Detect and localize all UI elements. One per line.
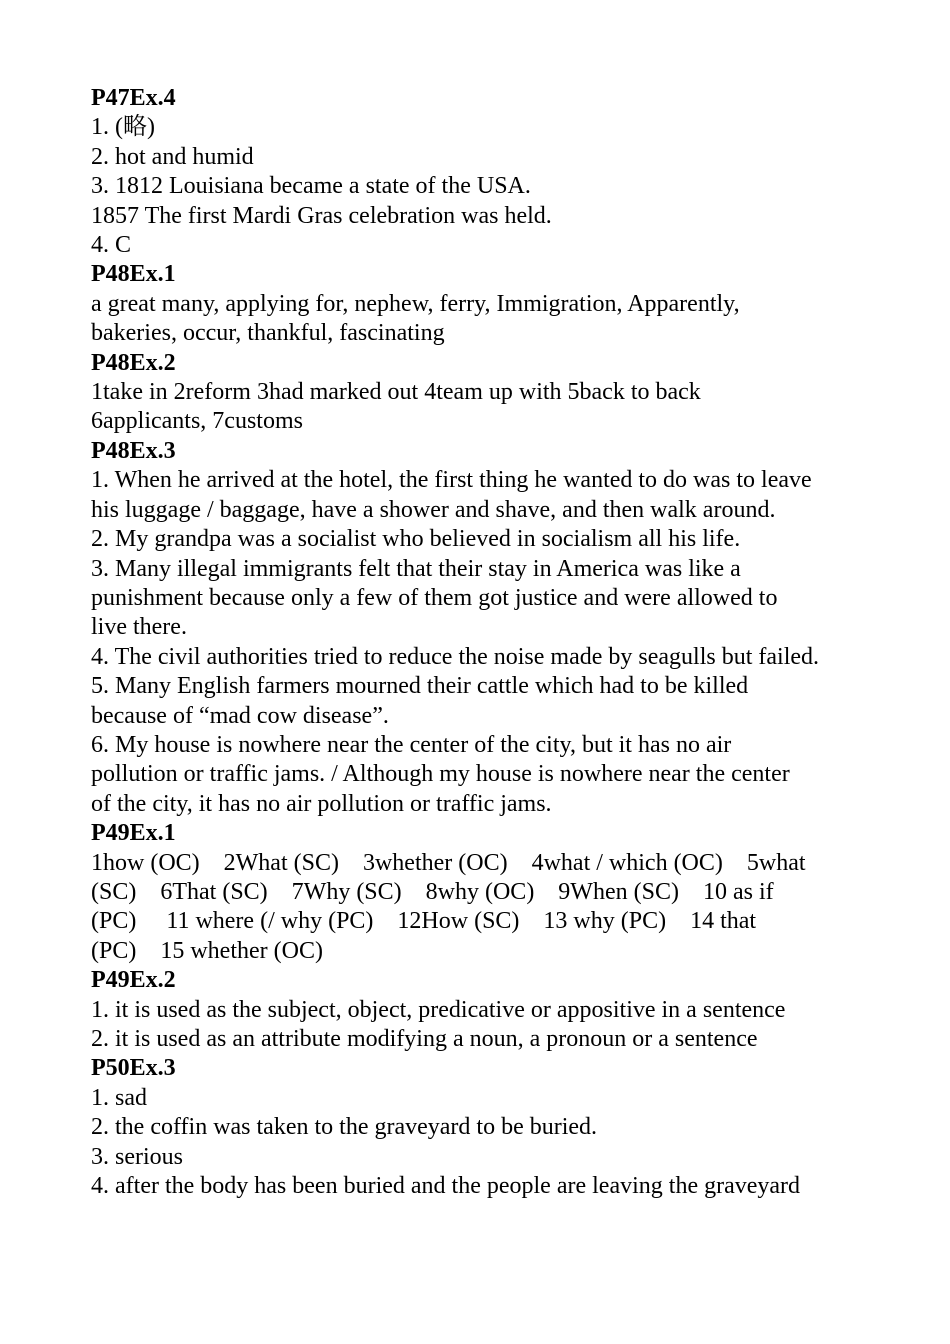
document-page	[91, 84, 891, 1201]
answer-line: 2. hot and humid	[91, 143, 254, 170]
answer-line: 2. the coffin was taken to the graveyard to be buried.	[91, 1114, 598, 1141]
answer-line: 3. serious	[91, 1143, 183, 1170]
answer-line: 1. (略)	[91, 114, 155, 141]
section-p48ex3	[91, 437, 891, 819]
answer-line: 2. My grandpa was a socialist who believed in socialism all his life.	[91, 526, 741, 553]
answer-line: his luggage / baggage, have a shower and shave, and then walk around.	[91, 496, 776, 523]
section-p49ex1	[91, 819, 891, 966]
answer-line: 3. Many illegal immigrants felt that their stay in America was like a	[91, 555, 741, 582]
answer-line: of the city, it has no air pollution or traffic jams.	[91, 790, 552, 817]
section-heading: P50Ex.3	[91, 1055, 176, 1082]
section-p48ex2	[91, 349, 891, 437]
answer-line: 1. sad	[91, 1084, 147, 1111]
section-p48ex1	[91, 260, 891, 348]
answer-line: 1. When he arrived at the hotel, the first thing he wanted to do was to leave	[91, 467, 812, 494]
answer-line: 5. Many English farmers mourned their cattle which had to be killed	[91, 673, 749, 700]
answer-line: 3. 1812 Louisiana became a state of the USA.	[91, 173, 531, 200]
answer-line: 4. after the body has been buried and the people are leaving the graveyard	[91, 1173, 801, 1200]
section-heading: P48Ex.3	[91, 437, 176, 464]
answer-line: (PC) 11 where (/ why (PC) 12How (SC) 13 why (PC) 14 that	[91, 908, 757, 935]
answer-line: 1. it is used as the subject, object, predicative or appositive in a sentence	[91, 996, 786, 1023]
section-p47ex4	[91, 84, 891, 260]
answer-line: 6. My house is nowhere near the center of the city, but it has no air	[91, 731, 732, 758]
answer-line: because of “mad cow disease”.	[91, 702, 389, 729]
section-heading: P48Ex.2	[91, 349, 176, 376]
answer-line: 4. C	[91, 232, 132, 259]
section-heading: P48Ex.1	[91, 261, 176, 288]
answer-line: 1how (OC) 2What (SC) 3whether (OC) 4what / which (OC) 5what	[91, 849, 806, 876]
section-p49ex2	[91, 966, 891, 1054]
answer-line: a great many, applying for, nephew, ferry, Immigration, Apparently,	[91, 290, 740, 317]
section-heading: P49Ex.1	[91, 820, 176, 847]
answer-line: punishment because only a few of them got justice and were allowed to	[91, 584, 778, 611]
section-heading: P47Ex.4	[91, 85, 176, 111]
section-heading: P49Ex.2	[91, 967, 176, 994]
answer-line: pollution or traffic jams. / Although my house is nowhere near the center	[91, 761, 790, 788]
answer-line: 6applicants, 7customs	[91, 408, 303, 435]
answer-line: 1take in 2reform 3had marked out 4team up with 5back to back	[91, 379, 701, 406]
answer-line: bakeries, occur, thankful, fascinating	[91, 320, 445, 347]
answer-line: 4. The civil authorities tried to reduce the noise made by seagulls but failed.	[91, 643, 820, 670]
answer-line: 1857 The first Mardi Gras celebration was held.	[91, 202, 552, 229]
answer-line: (PC) 15 whether (OC)	[91, 937, 323, 964]
section-p50ex3	[91, 1054, 891, 1201]
answer-line: 2. it is used as an attribute modifying a noun, a pronoun or a sentence	[91, 1026, 758, 1052]
answer-line: live there.	[91, 614, 187, 641]
answer-line: (SC) 6That (SC) 7Why (SC) 8why (OC) 9When (SC) 10 as if	[91, 878, 774, 905]
